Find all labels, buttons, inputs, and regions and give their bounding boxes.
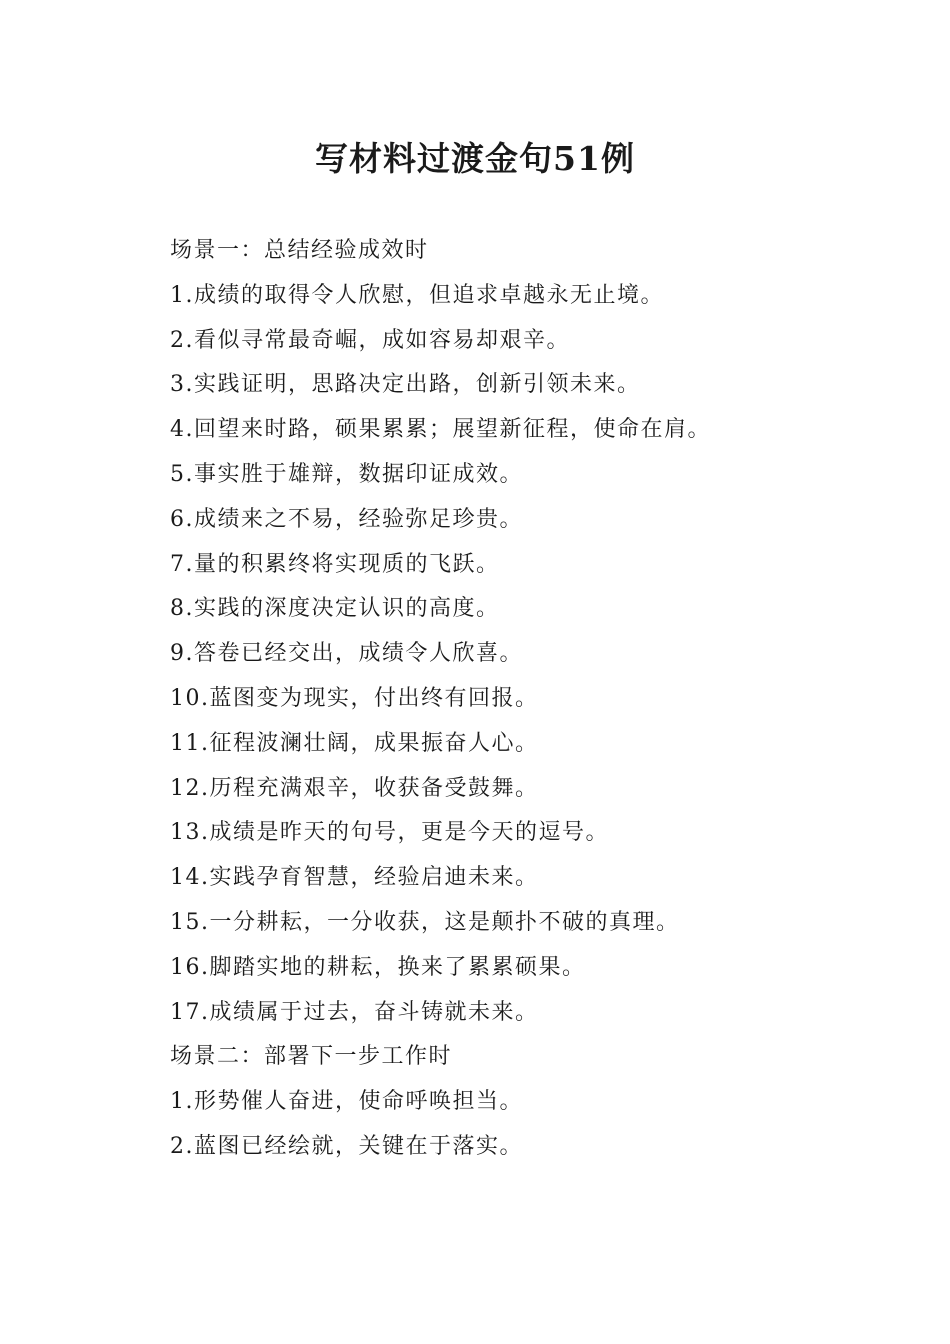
list-item: 16.脚踏实地的耕耘，换来了累累硕果。: [170, 954, 586, 980]
list-item: 1.形势催人奋进，使命呼唤担当。: [170, 1089, 523, 1115]
list-item: 2.看似寻常最奇崛，成如容易却艰辛。: [170, 327, 570, 353]
document-body: [170, 229, 870, 1170]
list-item: 3.实践证明，思路决定出路，创新引领未来。: [170, 372, 641, 398]
list-item: 5.事实胜于雄辩，数据印证成效。: [170, 461, 523, 487]
document-title: 写材料过渡金句51例: [315, 139, 635, 178]
list-item: 15.一分耕耘，一分收获，这是颠扑不破的真理。: [170, 909, 680, 935]
list-item: 7.量的积累终将实现质的飞跃。: [170, 551, 500, 577]
list-item: 11.征程波澜壮阔，成果振奋人心。: [170, 730, 539, 756]
list-item: 17.成绩属于过去，奋斗铸就未来。: [170, 999, 539, 1025]
list-item: 12.历程充满艰辛，收获备受鼓舞。: [170, 775, 539, 801]
list-item: 10.蓝图变为现实，付出终有回报。: [170, 685, 539, 711]
list-item: 4.回望来时路，硕果累累；展望新征程，使命在肩。: [170, 417, 711, 443]
list-item: 1.成绩的取得令人欣慰，但追求卓越永无止境。: [170, 282, 664, 308]
list-item: 6.成绩来之不易，经验弥足珍贵。: [170, 506, 523, 532]
list-item: 9.答卷已经交出，成绩令人欣喜。: [170, 641, 523, 667]
section-heading-scene-1: 场景一：总结经验成效时: [170, 238, 429, 263]
section-heading-scene-2: 场景二：部署下一步工作时: [170, 1044, 453, 1070]
list-item: 2.蓝图已经绘就，关键在于落实。: [170, 1133, 523, 1159]
list-item: 14.实践孕育智慧，经验启迪未来。: [170, 865, 539, 891]
list-item: 13.成绩是昨天的句号，更是今天的逗号。: [170, 820, 609, 846]
list-item: 8.实践的深度决定认识的高度。: [170, 596, 500, 622]
